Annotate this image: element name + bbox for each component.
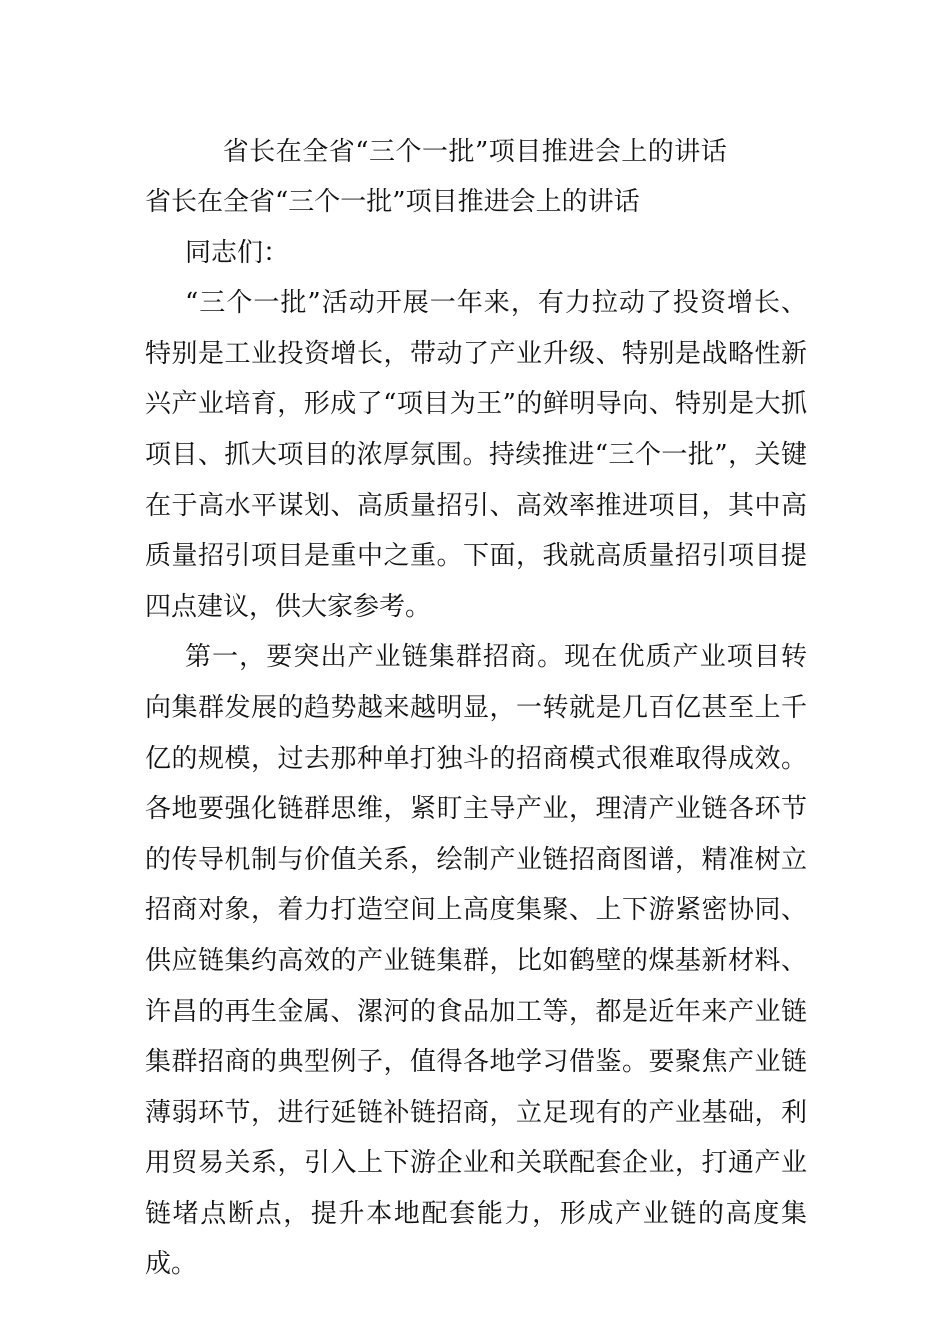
paragraph-2: 第一，要突出产业链集群招商。现在优质产业项目转向集群发展的趋势越来越明显，一转就是几百亿甚至上千亿的规模，过去那种单打独斗的招商模式很难取得成效。各地要强化链群思维，紧盯主导产业，理清产业链各环节的传导机制与价值关系，绘制产业链招商图谱，精准树立招商对象，着力打造空间上高度集聚、上下游紧密协同、供应链集约高效的产业链集群，比如鹤壁的煤基新材料、许昌的再生金属、漯河的食品加工等，都是近年来产业链集群招商的典型例子，值得各地学习借鉴。要聚焦产业链薄弱环节，进行延链补链招商，立足现有的产业基础，利用贸易关系，引入上下游企业和关联配套企业，打通产业链堵点断点，提升本地配套能力，形成产业链的高度集成。 — [145, 642, 807, 1280]
document-title: 省长在全省“三个一批”项目推进会上的讲话 — [222, 137, 728, 167]
document-subtitle: 省长在全省“三个一批”项目推进会上的讲话 — [145, 187, 640, 217]
document-body — [145, 177, 807, 1290]
salutation: 同志们： — [185, 237, 290, 268]
paragraph-1: “三个一批”活动开展一年来，有力拉动了投资增长、特别是工业投资增长，带动了产业升级、特别是战略性新兴产业培育，形成了“项目为王”的鲜明导向、特别是大抓项目、抓大项目的浓厚氛围。持续推进“三个一批”，关键在于高水平谋划、高质量招引、高效率推进项目，其中高质量招引项目是重中之重。下面，我就高质量招引项目提四点建议，供大家参考。 — [145, 288, 807, 622]
